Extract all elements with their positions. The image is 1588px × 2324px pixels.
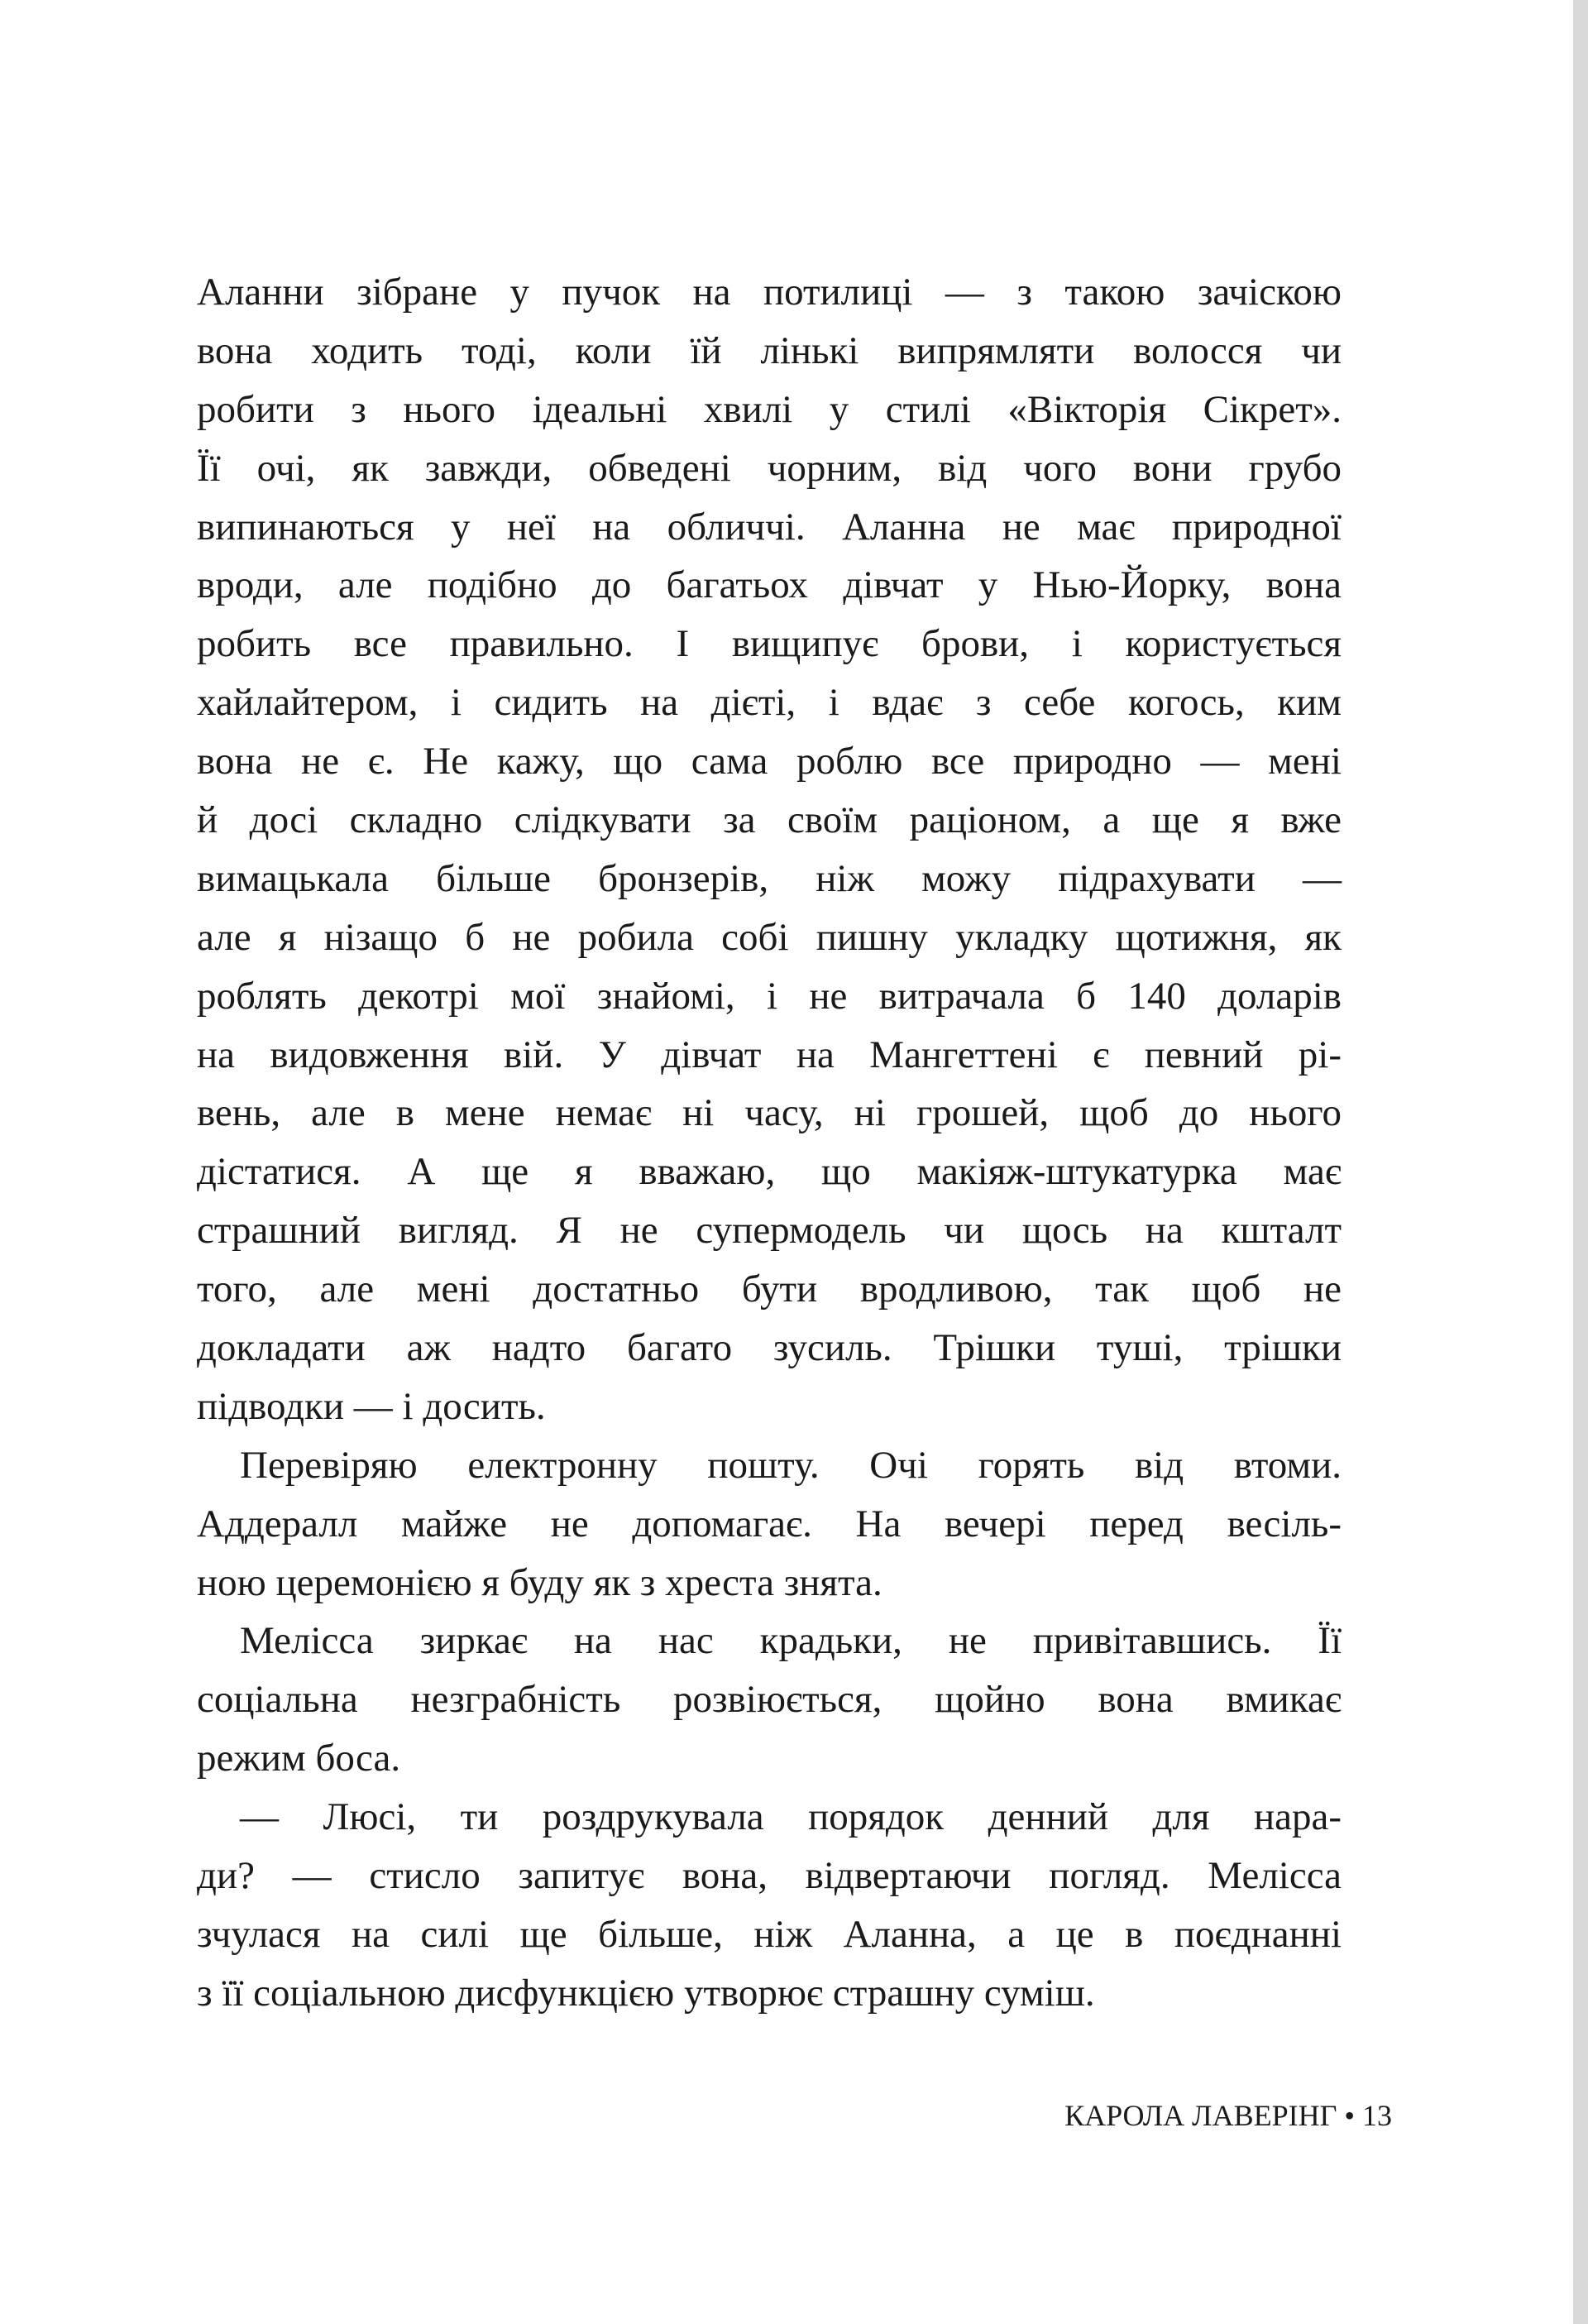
footer-separator: • <box>1344 2099 1355 2132</box>
text-line: соціальна незграбність розвіюється, щойно вона вмикає <box>197 1678 1342 1722</box>
text-line: — Люсі, ти роздрукувала порядок денний для нара- <box>240 1795 1342 1839</box>
text-line: Аддералл майже не допомагає. На вечері перед весіль- <box>197 1502 1342 1545</box>
text-line: вимацькала більше бронзерів, ніж можу підрахувати — <box>197 856 1342 900</box>
page-number: 13 <box>1362 2099 1392 2132</box>
text-line: випинаються у неї на обличчі. Аланна не має природної <box>197 505 1342 549</box>
text-line: на видовження вій. У дівчат на Мангеттені є певний рі- <box>197 1033 1342 1076</box>
page-edge <box>1573 0 1588 2324</box>
footer-author: КАРОЛА ЛАВЕРІНГ <box>1064 2099 1337 2132</box>
text-line: й досі складно слідкувати за своїм раціоном, а ще я вже <box>197 798 1342 842</box>
text-line: дістатися. А ще я вважаю, що макіяж-штукатурка має <box>197 1150 1342 1194</box>
text-line: вень, але в мене немає ні часу, ні грошей, щоб до нього <box>197 1091 1342 1135</box>
text-line: того, але мені достатньо бути вродливою, так щоб не <box>197 1267 1342 1311</box>
text-line: але я нізащо б не робила собі пишну укладку щотижня, як <box>197 915 1342 959</box>
text-line: ди? — стисло запитує вона, відвертаючи погляд. Мелісса <box>197 1854 1342 1898</box>
text-line: режим боса. <box>197 1737 401 1780</box>
text-line: вона не є. Не кажу, що сама роблю все природно — мені <box>197 740 1342 783</box>
text-line: підводки — і досить. <box>197 1384 546 1428</box>
text-line: вона ходить тоді, коли їй лінькі випрямляти волосся чи <box>197 328 1342 372</box>
text-line: страшний вигляд. Я не супермодель чи щось на кшталт <box>197 1209 1342 1253</box>
text-line: робить все правильно. І вищипує брови, і користується <box>197 622 1342 666</box>
text-line: Перевіряю електронну пошту. Очі горять від втоми. <box>240 1443 1342 1487</box>
text-line: Аланни зібране у пучок на потилиці — з такою зачіскою <box>197 271 1342 314</box>
text-line: Її очі, як завжди, обведені чорним, від чого вони грубо <box>197 446 1342 490</box>
text-line: хайлайтером, і сидить на дієті, і вдає з себе когось, ким <box>197 681 1342 725</box>
text-line: докладати аж надто багато зусиль. Трішки туші, трішки <box>197 1326 1342 1370</box>
text-line: робити з нього ідеальні хвилі у стилі «Вікторія Сікрет». <box>197 387 1342 431</box>
text-line: з її соціальною дисфункцією утворює страшну суміш. <box>197 1971 1095 2015</box>
page-footer <box>1064 2098 1392 2133</box>
text-line: зчулася на силі ще більше, ніж Аланна, а це в поєднанні <box>197 1912 1342 1956</box>
body-text <box>197 263 1342 2023</box>
text-line: вроди, але подібно до багатьох дівчат у Нью-Йорку, вона <box>197 563 1342 607</box>
text-line: ною церемонією я буду як з хреста знята. <box>197 1560 882 1604</box>
text-line: Мелісса зиркає на нас крадьки, не привітавшись. Її <box>240 1619 1342 1663</box>
text-line: роблять декотрі мої знайомі, і не витрачала б 140 доларів <box>197 974 1342 1018</box>
